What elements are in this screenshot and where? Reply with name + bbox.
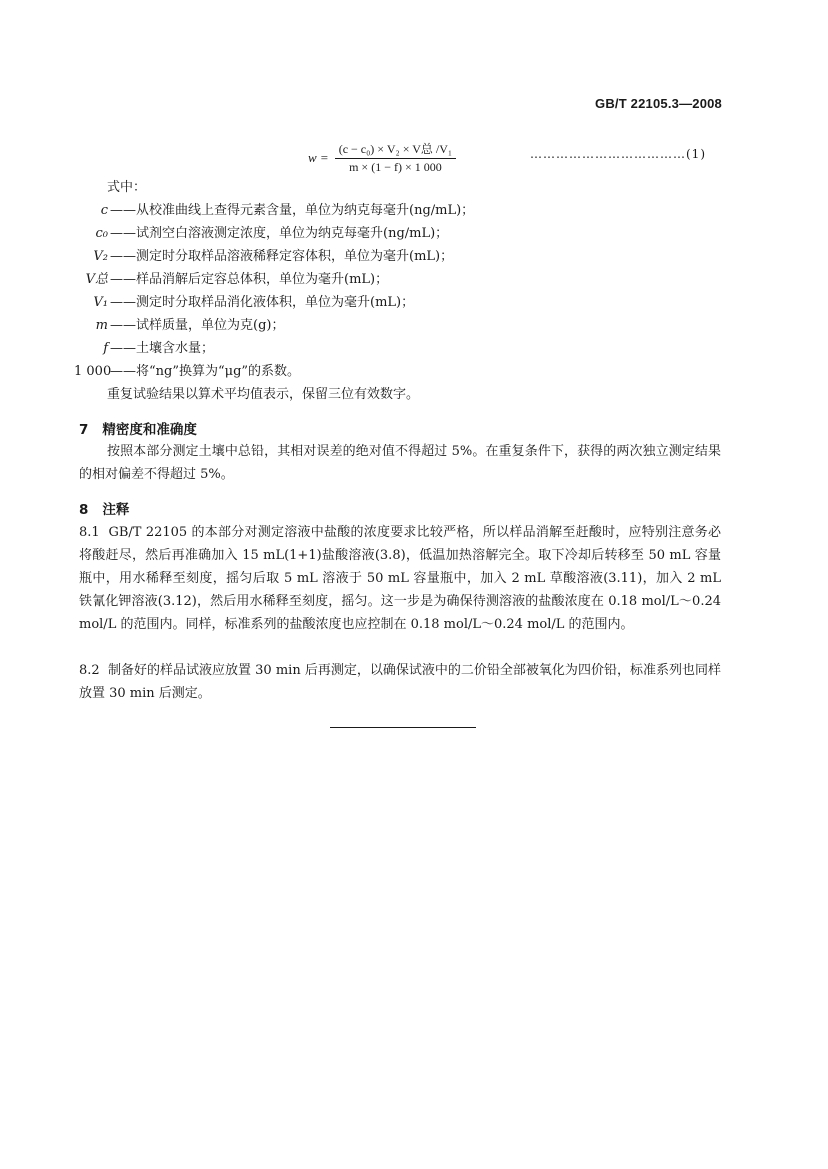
variable-line bbox=[74, 291, 414, 310]
variable-symbol: V总 bbox=[85, 272, 108, 287]
section-title: 精密度和准确度 bbox=[102, 422, 197, 438]
variable-desc: ——从校准曲线上查得元素含量，单位为纳克每毫升(ng/mL)； bbox=[110, 203, 475, 218]
standard-code: GB/T 22105.3—2008 bbox=[595, 96, 722, 111]
variable-symbol: m bbox=[95, 318, 108, 333]
variable-symbol: c bbox=[100, 203, 108, 218]
formula-fraction bbox=[335, 140, 456, 175]
variable-symbol: V₁ bbox=[93, 295, 108, 310]
section-number: 7 bbox=[79, 422, 89, 438]
section-7-heading bbox=[79, 418, 197, 438]
note-text: 制备好的样品试液应放置 30 min 后再测定，以确保试液中的二价铅全部被氧化为四价铅，标准系列也同样放置 30 min 后测定。 bbox=[79, 663, 721, 701]
variable-desc: ——测定时分取样品溶液稀释定容体积，单位为毫升(mL)； bbox=[110, 249, 454, 264]
variable-line bbox=[74, 337, 214, 356]
variable-desc: ——样品消解后定容总体积，单位为毫升(mL)； bbox=[110, 272, 389, 287]
note-label: 8.2 bbox=[79, 663, 100, 678]
equation-number: ………………………………(1) bbox=[530, 147, 706, 161]
section-number: 8 bbox=[79, 502, 89, 518]
variable-desc: ——试剂空白溶液测定浓度，单位为纳克每毫升(ng/mL)； bbox=[110, 226, 449, 241]
variable-line bbox=[74, 199, 474, 218]
end-rule bbox=[330, 727, 476, 728]
variable-symbol: 1 000 bbox=[74, 364, 112, 379]
variable-line bbox=[74, 222, 448, 241]
where-label: 式中： bbox=[107, 180, 147, 195]
variable-symbol: f bbox=[103, 341, 108, 356]
section-title: 注释 bbox=[102, 502, 130, 518]
variable-symbol: V₂ bbox=[93, 249, 108, 264]
variable-desc: ——试样质量，单位为克(g)； bbox=[110, 318, 285, 333]
variable-symbol: c₀ bbox=[95, 226, 108, 241]
variable-line bbox=[74, 360, 300, 379]
note-label: 8.1 bbox=[79, 525, 100, 540]
formula-lhs: w = bbox=[308, 149, 329, 165]
variable-line bbox=[74, 314, 284, 333]
result-note: 重复试验结果以算术平均值表示，保留三位有效数字。 bbox=[107, 387, 420, 402]
note-text: GB/T 22105 的本部分对测定溶液中盐酸的浓度要求比较严格，所以样品消解至赶酸时，应特别注意务必将酸赶尽，然后再准确加入 15 mL(1+1)盐酸溶液(3.8)，低温加热溶解完全。取下冷却后转移至 50 mL 容量瓶中，用水稀释至刻度，摇匀后取 5 mL 溶液于 50 mL 容量瓶中，加入 2 mL 草酸溶液(3.11)，加入 2 mL 铁氰化钾溶液(3.12)，然后用水稀释至刻度，摇匀。这一步是为确保待测溶液的盐酸浓度在 0.18 mol/L～0.24 mol/L 的范围内。同样，标准系列的盐酸浓度也应控制在 0.18 mol/L～0.24 mol/L 的范围内。 bbox=[79, 525, 722, 632]
formula-denominator: m × (1 − f) × 1 000 bbox=[349, 160, 442, 174]
variable-line bbox=[74, 245, 453, 264]
variable-line bbox=[74, 268, 388, 287]
variable-desc: ——测定时分取样品消化液体积，单位为毫升(mL)； bbox=[110, 295, 415, 310]
note-8-2 bbox=[79, 659, 721, 705]
note-8-1 bbox=[79, 521, 721, 636]
formula bbox=[308, 140, 456, 175]
section-7-text: 按照本部分测定土壤中总铅，其相对误差的绝对值不得超过 5%。在重复条件下，获得的两次独立测定结果的相对偏差不得超过 5%。 bbox=[79, 444, 721, 482]
variable-desc: ——土壤含水量； bbox=[110, 341, 215, 356]
variable-desc: ——将“ng”换算为“μg”的系数。 bbox=[110, 364, 301, 379]
section-8-heading bbox=[79, 498, 129, 518]
formula-numerator: (c − c₀) × V₂ × V总 /V₁ bbox=[335, 140, 456, 159]
